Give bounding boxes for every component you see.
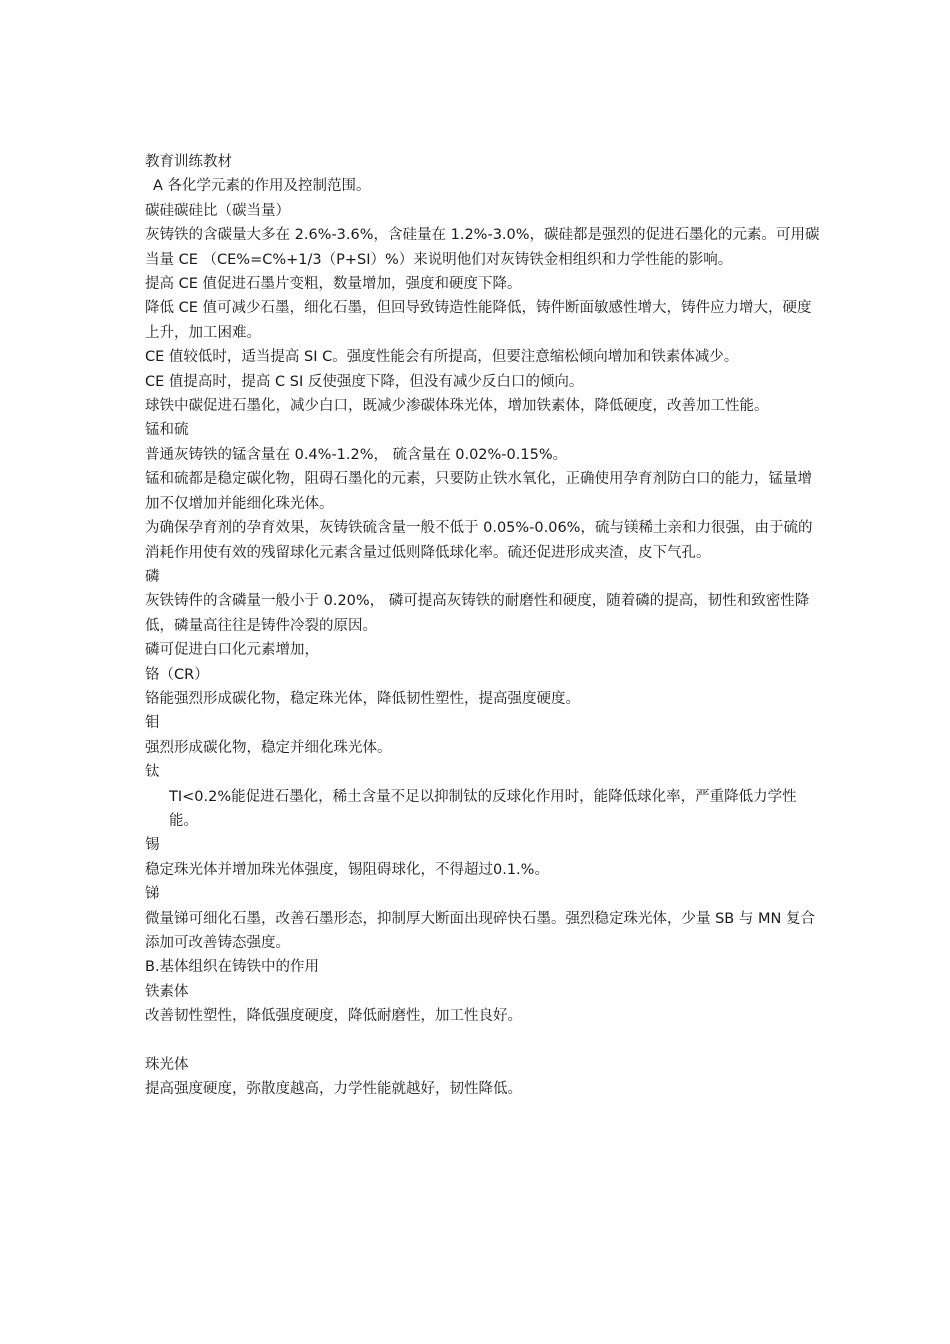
document-title: 教育训练教材 bbox=[145, 154, 232, 170]
ferrite-heading: 铁素体 bbox=[145, 983, 189, 1000]
carbon-paragraph-1: 灰铸铁的含碳量大多在 2.6%-3.6%，含硅量在 1.2%-3.0%，碳硅都是强烈的促进石墨化的元素。可用碳当量 CE （CE%=C%+1/3（P+SI）%）来说明他们对灰铸铁金相组织和力学性能的影响。 bbox=[145, 227, 820, 268]
tin-paragraph-1: 稳定珠光体并增加珠光体强度，锡阻碍球化，不得超过0.1.%。 bbox=[145, 861, 549, 878]
phosphorus-paragraph-2: 磷可促进白口化元素增加， bbox=[145, 642, 319, 659]
chromium-paragraph-1: 铬能强烈形成碳化物，稳定珠光体，降低韧性塑性，提高强度硬度。 bbox=[145, 690, 580, 707]
section-a-heading: A 各化学元素的作用及控制范围。 bbox=[153, 178, 371, 195]
carbon-paragraph-4: CE 值较低时，适当提高 SI C。强度性能会有所提高，但要注意缩松倾向增加和铁素体减少。 bbox=[145, 349, 739, 366]
blank-line bbox=[145, 1029, 825, 1053]
section-b-heading: B.基体组织在铸铁中的作用 bbox=[145, 959, 320, 976]
carbon-heading: 碳硅碳硅比（碳当量） bbox=[145, 202, 290, 219]
phosphorus-heading: 磷 bbox=[145, 568, 160, 585]
molybdenum-heading: 钼 bbox=[145, 715, 160, 732]
document-body bbox=[145, 150, 825, 1102]
carbon-paragraph-5: CE 值提高时，提高 C SI 反使强度下降，但没有减少反白口的倾向。 bbox=[145, 373, 584, 390]
manganese-paragraph-3: 为确保孕育剂的孕育效果，灰铸铁硫含量一般不低于 0.05%-0.06%，硫与镁稀土亲和力很强，由于硫的消耗作用使有效的残留球化元素含量过低则降低球化率。硫还促进形成夹渣，皮下气孔。 bbox=[145, 520, 813, 561]
titanium-heading: 钛 bbox=[145, 764, 160, 781]
manganese-paragraph-2: 锰和硫都是稳定碳化物，阻碍石墨化的元素，只要防止铁水氧化，正确使用孕育剂防白口的能力，锰量增加不仅增加并能细化珠光体。 bbox=[145, 471, 812, 512]
carbon-paragraph-2: 提高 CE 值促进石墨片变粗，数量增加，强度和硬度下降。 bbox=[145, 276, 522, 293]
molybdenum-paragraph-1: 强烈形成碳化物，稳定并细化珠光体。 bbox=[145, 739, 392, 756]
carbon-paragraph-3: 降低 CE 值可减少石墨，细化石墨，但回导致铸造性能降低，铸件断面敏感性增大，铸件应力增大，硬度上升，加工困难。 bbox=[145, 300, 812, 341]
ferrite-paragraph-1: 改善韧性塑性，降低强度硬度，降低耐磨性，加工性良好。 bbox=[145, 1008, 522, 1025]
carbon-paragraph-6: 球铁中碳促进石墨化，减少白口，既减少渗碳体珠光体，增加铁素体，降低硬度，改善加工性能。 bbox=[145, 398, 769, 415]
manganese-heading: 锰和硫 bbox=[145, 422, 189, 439]
antimony-paragraph-1: 微量锑可细化石墨，改善石墨形态，抑制厚大断面出现碎快石墨。强烈稳定珠光体，少量 SB 与 MN 复合添加可改善铸态强度。 bbox=[145, 910, 815, 951]
antimony-heading: 锑 bbox=[145, 886, 160, 903]
chromium-heading: 铬（CR） bbox=[145, 666, 209, 683]
pearlite-paragraph-1: 提高强度硬度，弥散度越高，力学性能就越好，韧性降低。 bbox=[145, 1081, 522, 1098]
tin-heading: 锡 bbox=[145, 837, 160, 854]
manganese-paragraph-1: 普通灰铸铁的锰含量在 0.4%-1.2%， 硫含量在 0.02%-0.15%。 bbox=[145, 446, 568, 463]
titanium-paragraph-1: TI<0.2%能促进石墨化，稀土含量不足以抑制钛的反球化作用时，能降低球化率，严重降低力学性能。 bbox=[169, 788, 797, 829]
phosphorus-paragraph-1: 灰铁铸件的含磷量一般小于 0.20%， 磷可提高灰铸铁的耐磨性和硬度，随着磷的提高，韧性和致密性降低，磷量高往往是铸件冷裂的原因。 bbox=[145, 593, 810, 634]
pearlite-heading: 珠光体 bbox=[145, 1057, 189, 1074]
